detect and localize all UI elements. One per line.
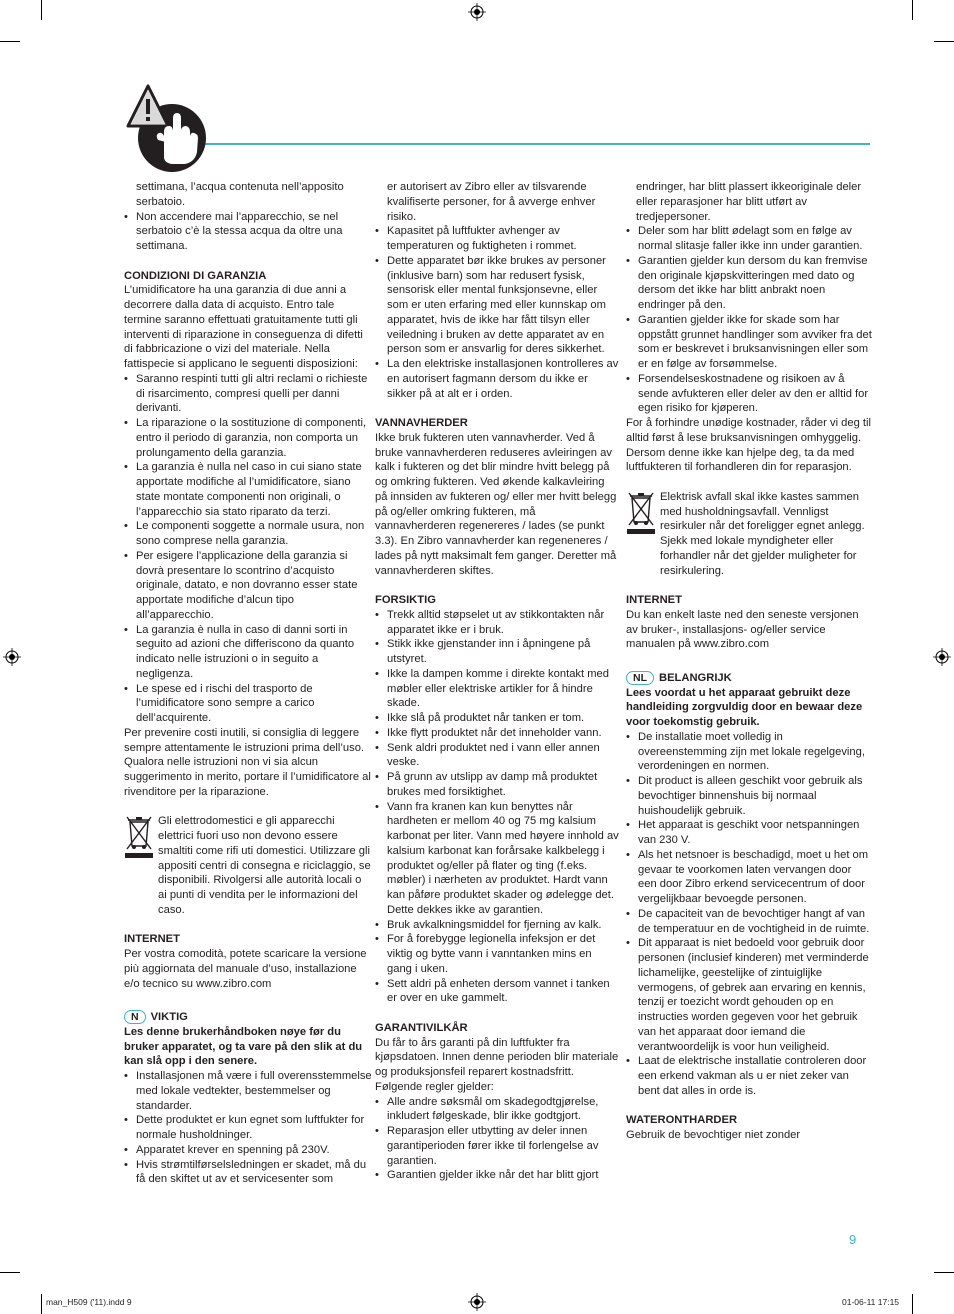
bullet-list	[375, 224, 619, 401]
list-item: • Stikk ikke gjenstander inn i åpningene på utstyret.	[375, 637, 619, 667]
list-item: • Kapasitet på luftfukter avhenger av temperaturen og fuktigheten i rommet.	[375, 224, 619, 254]
list-item: • Garantien gjelder kun dersom du kan fremvise den originale kjøpskvitteringen med dato og dersom det ikke har blitt anbrakt noen endringer på den.	[626, 254, 872, 313]
crop-mark	[912, 0, 913, 20]
list-item: • Apparatet krever en spenning på 230V.	[124, 1143, 372, 1158]
list-item: • Saranno respinti tutti gli altri reclami o richieste di risarcimento, compresi quelli per danni derivanti.	[124, 372, 372, 416]
registration-mark-icon	[3, 648, 21, 666]
list-item: • Dit apparaat is niet bedoeld voor gebruik door personen (inclusief kinderen) met verminderde lichamelijke, geestelijke of zintuiglijke vermogens, of gebrek aan ervaring en kennis, tenzij er toezicht wordt gehouden op en instructies worden gegeven voor het gebruik van het apparaat door iemand die verantwoordelijk is voor hun veiligheid.	[626, 936, 872, 1054]
paragraph-bold: Lees voordat u het apparaat gebruikt deze handleiding zorgvuldig door en bewaar deze voor toekomstig gebruik.	[626, 686, 863, 728]
list-item: • Hvis strømtilførselsledningen er skadet, må du få den skiftet ut av et servicesenter som	[124, 1158, 372, 1188]
list-item: • Le componenti soggette a normale usura, non sono comprese nella garanzia.	[124, 519, 372, 549]
column-norwegian	[375, 180, 619, 1183]
list-item: • Dette produktet er kun egnet som luftfukter for normale husholdninger.	[124, 1113, 372, 1143]
crop-mark	[934, 1272, 954, 1273]
crop-mark	[41, 0, 42, 20]
list-item: • Garantien gjelder ikke når det har blitt gjort	[375, 1168, 619, 1183]
bullet-list	[626, 224, 872, 416]
warning-hand-icon	[122, 80, 212, 178]
list-item: • Le spese ed i rischi del trasporto de l’umidificatore sono sempre a carico dell’acquirente.	[124, 682, 372, 726]
section-heading: VANNAVHERDER	[375, 417, 468, 429]
list-item: • Sett aldri på enheten dersom vannet i tanken er over en uke gammelt.	[375, 977, 619, 1007]
list-item: • Deler som har blitt ødelagt som en følge av normal slitasje faller ikke inn under garantien.	[626, 224, 872, 254]
list-item: • La den elektriske installasjonen kontrolleres av en autorisert fagmann dersom du ikke er sikker på at alt er i orden.	[375, 357, 619, 401]
section-heading: INTERNET	[626, 594, 682, 606]
section-heading	[124, 1010, 372, 1025]
list-item: • Alle andre søksmål om skadegodtgjørelse, inkludert følgeskade, blir ikke godtgjort.	[375, 1095, 619, 1125]
list-item: • Als het netsnoer is beschadigd, moet u het om gevaar te voorkomen laten vervangen door een door Zibro erkend servicecentrum of door vergelijkbaar bevoegde personen.	[626, 848, 872, 907]
paragraph: Du kan enkelt laste ned den seneste versjonen av bruker-, installasjons- og/eller service manualen på www.zibro.com	[626, 608, 859, 651]
paragraph: Følgende regler gjelder:	[375, 1080, 494, 1093]
list-item: • La garanzia è nulla nel caso in cui siano state apportate modifiche al l’umidificatore, siano state montate componenti non originali, o l’apparecchio sia stato riparato da terzi.	[124, 460, 372, 519]
column-italian	[124, 180, 372, 1187]
paragraph: Per vostra comodità, potete scaricare la versione più aggiornata del manuale d’uso, installazione e/o tecnico su www.zibro.com	[124, 948, 367, 990]
bullet-list	[124, 1069, 372, 1187]
registration-mark-icon	[468, 3, 486, 21]
section-heading: GARANTIVILKÅR	[375, 1021, 468, 1034]
bullet-list	[626, 730, 872, 1099]
paragraph: For å forhindre unødige kostnader, råder vi deg til alltid først å lese bruksanvisningen omhyggelig. Dersom denne ikke kan hjelpe deg, ta da med luftfukteren til forhandleren din for reparasjon.	[626, 417, 872, 474]
weee-bin-icon	[626, 490, 656, 536]
section-heading: INTERNET	[124, 933, 180, 946]
list-item: • Reparasjon eller utbytting av deler innen garantiperioden fører ikke til forlengelse av garantien.	[375, 1124, 619, 1168]
paragraph: Ikke bruk fukteren uten vannavherder. Ved å bruke vannavherderen reduseres avleiringen av kalk i fukteren og det blir mindre hvitt belegg på og omkring fukteren. Ved økende kalkavleiring på innsiden av fukteren og/ eller mer hvitt belegg på og/eller omkring fukteren, må vannavherderen regenereres / lades (se punkt 3.3). En Zibro vannavherder kan regeneneres / lades på nytt maksimalt fem ganger. Deretter må vannavherderen skiftes.	[375, 431, 617, 577]
crop-mark	[934, 41, 954, 42]
list-item: • Trekk alltid støpselet ut av stikkontakten når apparatet ikke er i bruk.	[375, 608, 619, 638]
section-heading: FORSIKTIG	[375, 594, 436, 606]
list-item: • La riparazione o la sostituzione di componenti, entro il periodo di garanzia, non comporta un prolungamento della garanzia.	[124, 416, 372, 460]
list-item: • Ikke flytt produktet når det inneholder vann.	[375, 726, 619, 741]
list-item: • De capaciteit van de bevochtiger hangt af van de temperatuur en de vochtigheid in de ruimte.	[626, 907, 872, 937]
paragraph: er autorisert av Zibro eller av tilsvarende kvalifiserte personer, for å avverge enhver risiko.	[387, 181, 596, 223]
list-item: • Vann fra kranen kan kun benyttes når hardheten er mellom 40 og 75 mg kalsium karbonat per liter. Vann med høyere innhold av kalsium karbonat kan forårsake kalkbelegg i produktet og/eller på flater og ting (f.eks. møbler) i nærheten av produktet. Hardt vann kan påføre produktet skader og ødelegge det. Dette dekkes ikke av garantien.	[375, 800, 619, 918]
crop-mark	[0, 1272, 20, 1273]
paragraph: L’umidificatore ha una garanzia di due anni a decorrere dalla data di acquisto. Entro tale termine saranno effettuati gratuitamente tutti gli interventi di riparazione in conseguenza di difetti di fabbricazione o vizi del materiale. Nella fattispecie si applicano le seguenti disposizioni:	[124, 284, 363, 370]
list-item: • Non accendere mai l’apparecchio, se nel serbatoio c’è la stessa acqua da oltre una settimana.	[124, 210, 372, 254]
crop-mark	[0, 41, 20, 42]
footer-filename: man_H509 ('11).indd 9	[46, 1297, 132, 1307]
list-item: • Senk aldri produktet ned i vann eller annen veske.	[375, 741, 619, 771]
section-heading: CONDIZIONI DI GARANZIA	[124, 269, 267, 282]
paragraph: Gli elettrodomestici e gli apparecchi elettrici fuori uso non devono essere smaltiti come rifi uti domestici. Utilizzare gli appositi centri di consegna e riciclaggio, se disponibili. Rivolgersi alle autorità locali o ai punti di vendita per le informazioni del caso.	[158, 815, 371, 916]
language-badge: NL	[626, 671, 654, 685]
page-number: 9	[849, 1232, 857, 1247]
list-item: • Het apparaat is geschikt voor netspanningen van 230 V.	[626, 818, 872, 848]
list-item: • Dit product is alleen geschikt voor gebruik als bevochtiger binnenshuis bij normaal huishoudelijk gebruik.	[626, 774, 872, 818]
bullet-list	[375, 1095, 619, 1184]
bullet-list	[375, 608, 619, 1006]
list-item: • Installasjonen må være i full overensstemmelse med lokale vedtekter, bestemmelser og standarder.	[124, 1069, 372, 1113]
language-badge: N	[124, 1010, 146, 1024]
list-item: • For å forebygge legionella infeksjon er det viktig og bytte vann i vanntanken mins en gang i uken.	[375, 932, 619, 976]
list-item: • Per esigere l’applicazione della garanzia si dovrà presentare lo scontrino d’acquisto originale, datato, e non dovranno esser state apportate modifiche d’alcun tipo all’apparecchio.	[124, 549, 372, 623]
list-item: • Garantien gjelder ikke for skade som har oppstått grunnet handlinger som avviker fra det som er beskrevet i bruksanvisningen eller som er en følge av forsømmelse.	[626, 313, 872, 372]
list-item: • Ikke slå på produktet når tanken er tom.	[375, 711, 619, 726]
section-heading	[626, 671, 872, 686]
weee-bin-icon	[124, 814, 154, 860]
list-item: • De installatie moet volledig in overeenstemming zijn met lokale regelgeving, verordeningen en normen.	[626, 730, 872, 774]
weee-notice	[626, 490, 872, 579]
footer-timestamp: 01-06-11 17:15	[842, 1297, 900, 1307]
registration-mark-icon	[933, 648, 951, 666]
list-item: • Dette apparatet bør ikke brukes av personer (inklusive barn) som har redusert fysisk, sensorisk eller mental funksjonsevne, eller som er uten erfaring med eller kunnskap om apparatet, hvis de ikke har fått tilsyn eller veiledning i bruken av dette apparatet av en person som er ansvarlig for deres sikkerhet.	[375, 254, 619, 357]
paragraph: endringer, har blitt plassert ikkeoriginale deler eller reparasjoner har blitt utført av tredjepersoner.	[636, 181, 862, 223]
bullet-list	[124, 372, 372, 726]
paragraph: Gebruik de bevochtiger niet zonder	[626, 1129, 801, 1141]
paragraph: Per prevenire costi inutili, si consiglia di leggere sempre attentamente le istruzioni prima dell’uso. Qualora nelle istruzioni non vi sia alcun suggerimento in merito, portare il l’umidificatore al rivenditore per la riparazione.	[124, 726, 371, 798]
section-heading: WATERONTHARDER	[626, 1114, 738, 1127]
paragraph: Elektrisk avfall skal ikke kastes sammen med husholdningsavfall. Vennligst resirkuler når det foreligger egnet anlegg. Sjekk med lokale myndigheter eller forhandler når det gjelder muligheter for resirkulering.	[660, 490, 865, 577]
weee-notice	[124, 814, 372, 917]
column-norwegian-dutch	[626, 180, 872, 1143]
paragraph: settimana, l’acqua contenuta nell’apposito serbatoio.	[136, 181, 344, 208]
header-rule	[203, 143, 870, 145]
list-item: • Laat de elektrische installatie controleren door een erkend vakman als u er niet zeker van bent dat alles in orde is.	[626, 1054, 872, 1098]
list-item: • På grunn av utslipp av damp må produktet brukes med forsiktighet.	[375, 770, 619, 800]
list-item: • Forsendelseskostnadene og risikoen av å sende avfukteren eller deler av den er alltid for egen risiko for kjøperen.	[626, 372, 872, 416]
registration-mark-icon	[468, 1293, 486, 1311]
section-heading-label: BELANGRIJK	[659, 671, 732, 684]
paragraph-bold: Les denne brukerhåndboken nøye før du bruker apparatet, og ta vare på den slik at du kan slå opp i den senere.	[124, 1025, 363, 1068]
list-item: • Bruk avkalkningsmiddel for fjerning av kalk.	[375, 918, 619, 933]
section-heading-label: VIKTIG	[150, 1011, 188, 1023]
list-item: • Ikke la dampen komme i direkte kontakt med møbler eller elektriske artikler for å hindre skade.	[375, 667, 619, 711]
crop-mark	[41, 1294, 42, 1314]
crop-mark	[912, 1294, 913, 1314]
paragraph: Du får to års garanti på din luftfukter fra kjøpsdatoen. Innen denne perioden blir materiale og produksjonsfeil reparert kostnadsfritt.	[375, 1036, 619, 1078]
list-item: • La garanzia è nulla in caso di danni sorti in seguito ad azioni che differiscono da quanto indicato nelle istruzioni o in seguito a negligenza.	[124, 623, 372, 682]
bullet-list	[124, 210, 372, 254]
